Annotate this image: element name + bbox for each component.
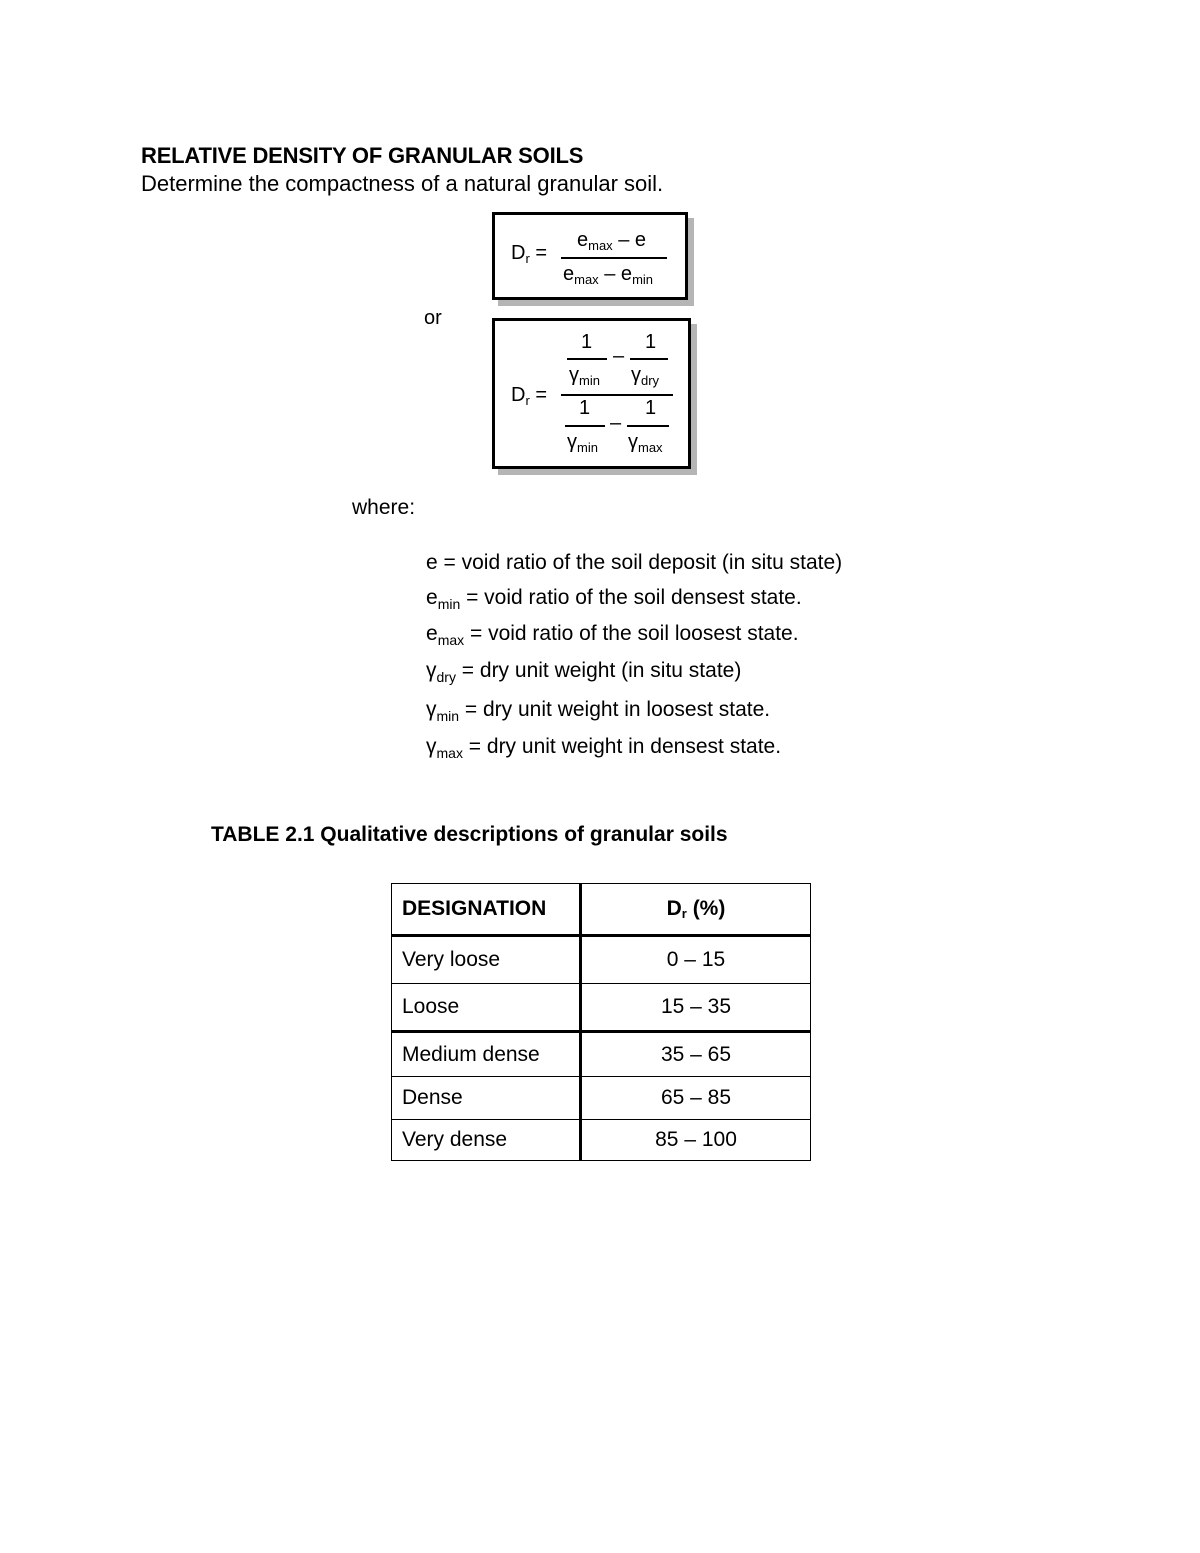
formula1-denominator: $e_{max} - e_{min}$	[563, 263, 654, 287]
page-title: RELATIVE DENSITY OF GRANULAR SOILS	[141, 143, 584, 168]
column-header-designation: DESIGNATION	[392, 884, 581, 936]
designation-cell: Loose	[392, 984, 581, 1032]
formula2-bottom-minus: –	[610, 412, 622, 434]
formula2-main-fraction-bar	[561, 394, 673, 396]
page-subtitle: Determine the compactness of a natural granular soil.	[141, 171, 664, 196]
dr-range-cell: 15 – 35	[581, 984, 811, 1032]
formula2-top-left-bar	[567, 358, 607, 360]
definition-item: $e_{min}$ = void ratio of the soil densest state.	[426, 586, 802, 612]
relative-density-table	[391, 883, 811, 1161]
formula2-bottom-right-gamma: $\gamma_{max}$	[628, 431, 663, 455]
formula2-lhs: $D_r$ =	[511, 384, 548, 408]
formula2-bottom-left-gamma: $\gamma_{min}$	[567, 431, 598, 455]
table-caption: TABLE 2.1 Qualitative descriptions of granular soils	[211, 823, 728, 846]
designation-cell: Medium dense	[392, 1032, 581, 1077]
formula2-top-left-one: 1	[581, 331, 593, 353]
table-row	[392, 936, 811, 984]
formula1-numerator: $e_{max}$ – e	[577, 229, 647, 253]
formula2-top-minus: –	[613, 345, 625, 367]
formula1-lhs: $D_r$ =	[511, 242, 548, 266]
formula2-top-right-bar	[630, 358, 668, 360]
formula2-bottom-left-bar	[565, 425, 605, 427]
table-row	[392, 1077, 811, 1120]
formula-unit-weight-box	[492, 318, 691, 469]
formula2-bottom-right-bar	[627, 425, 669, 427]
definition-item: $\gamma_{min}$ = dry unit weight in loosest state.	[426, 698, 771, 724]
or-connector: or	[424, 307, 442, 329]
formula-void-ratio-box	[492, 212, 688, 300]
formula1-fraction-bar	[561, 257, 667, 259]
dr-range-cell: 65 – 85	[581, 1077, 811, 1120]
dr-range-cell: 85 – 100	[581, 1120, 811, 1161]
formula2-top-right-gamma: $\gamma_{dry}$	[631, 364, 660, 388]
formula2-top-right-one: 1	[645, 331, 657, 353]
definition-item: $\gamma_{max}$ = dry unit weight in densest state.	[426, 735, 782, 761]
designation-cell: Dense	[392, 1077, 581, 1120]
where-label: where:	[352, 496, 416, 519]
formula2-bottom-left-one: 1	[579, 397, 591, 419]
table-row	[392, 984, 811, 1032]
definition-item: e = void ratio of the soil deposit (in situ state)	[426, 551, 843, 574]
table-row	[392, 1120, 811, 1161]
dr-range-cell: 35 – 65	[581, 1032, 811, 1077]
designation-cell: Very dense	[392, 1120, 581, 1161]
formula2-bottom-right-one: 1	[645, 397, 657, 419]
dr-range-cell: 0 – 15	[581, 936, 811, 984]
formula2-top-left-gamma: $\gamma_{min}$	[569, 364, 600, 388]
column-header-dr: Dr (%)	[581, 884, 811, 936]
definition-item: $\gamma_{dry}$ = dry unit weight (in situ state)	[426, 659, 742, 685]
table-header-row	[392, 884, 811, 936]
designation-cell: Very loose	[392, 936, 581, 984]
table-row	[392, 1032, 811, 1077]
definition-item: $e_{max}$ = void ratio of the soil loosest state.	[426, 622, 799, 648]
